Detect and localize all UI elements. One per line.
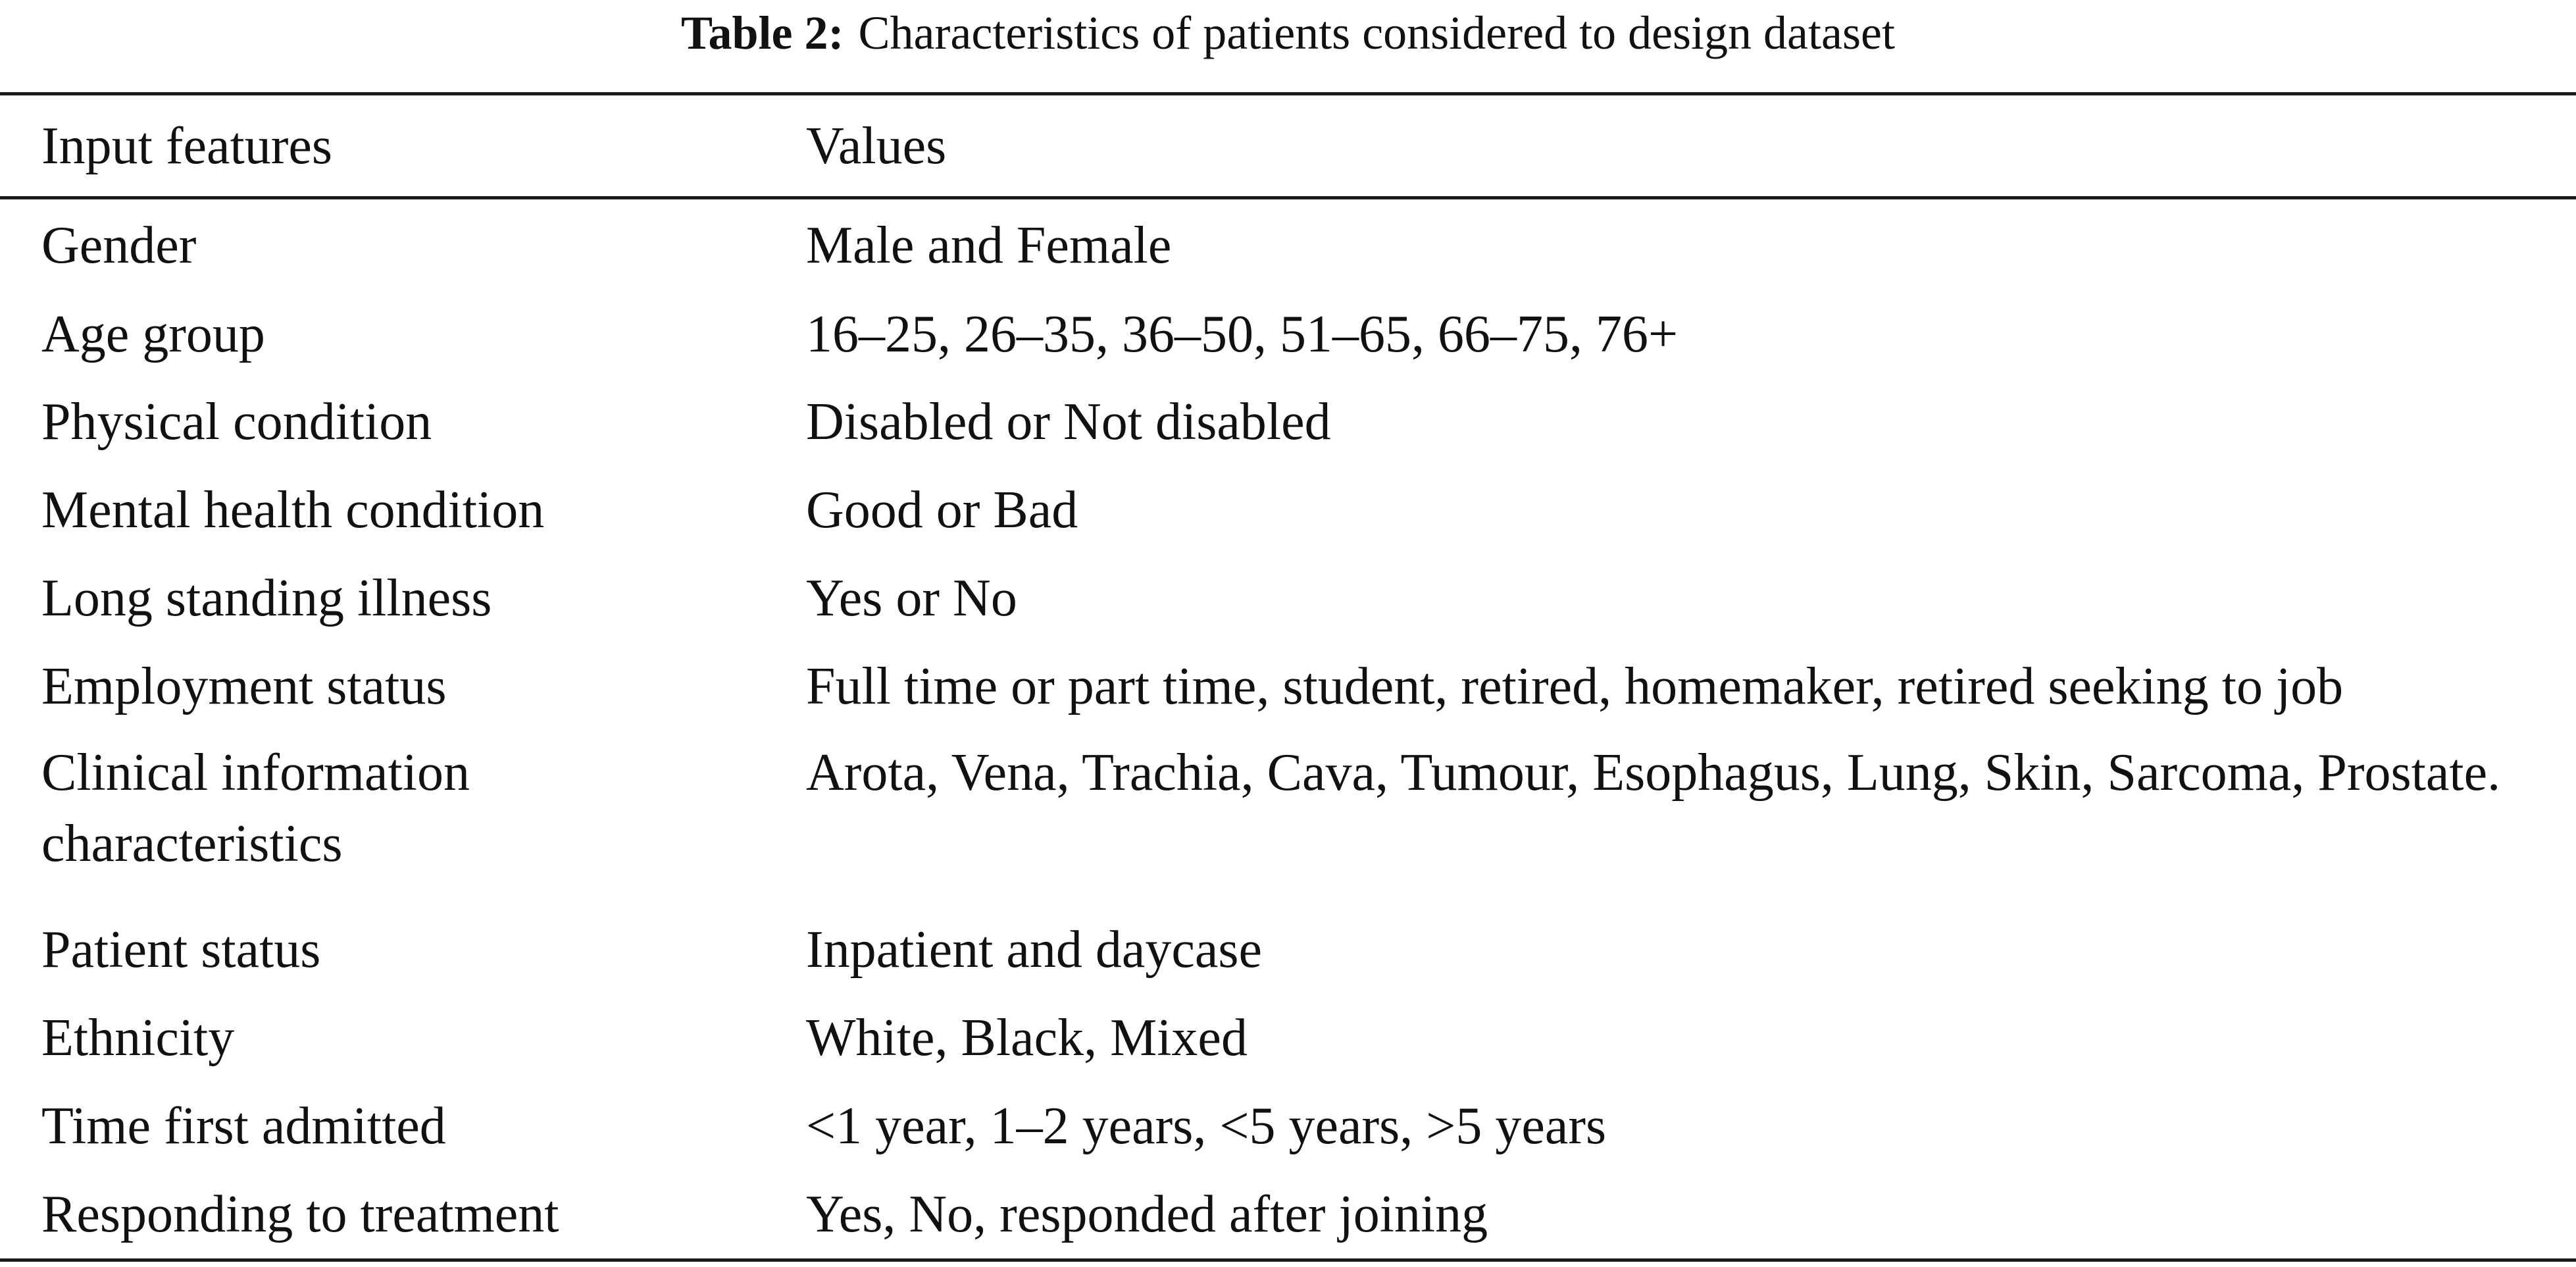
table-header-row: [0, 99, 2576, 194]
feature-cell: Clinical information characteristics: [41, 744, 470, 873]
value-cell: Good or Bad: [806, 481, 1078, 539]
table-bottom-rule: [0, 1258, 2576, 1262]
value-cell: 16–25, 26–35, 36–50, 51–65, 66–75, 76+: [806, 305, 1679, 363]
value-cell: <1 year, 1–2 years, <5 years, >5 years: [806, 1097, 1607, 1155]
value-cell: Inpatient and daycase: [806, 921, 1263, 979]
feature-cell: Age group: [41, 305, 265, 363]
table-caption: [0, 0, 2576, 72]
table-caption-text: Characteristics of patients considered to design dataset: [858, 7, 1895, 59]
table-top-rule: [0, 92, 2576, 95]
value-cell: Yes, No, responded after joining: [806, 1185, 1488, 1243]
feature-cell: Responding to treatment: [41, 1185, 559, 1243]
feature-cell: Gender: [41, 217, 197, 274]
value-cell: Male and Female: [806, 217, 1172, 274]
table-header-rule: [0, 196, 2576, 199]
header-values: Values: [806, 117, 947, 175]
feature-cell: Mental health condition: [41, 481, 545, 539]
feature-cell: Long standing illness: [41, 569, 492, 627]
feature-cell: Patient status: [41, 921, 321, 979]
feature-cell: Employment status: [41, 658, 447, 715]
value-cell: Yes or No: [806, 569, 1017, 627]
value-cell: White, Black, Mixed: [806, 1009, 1248, 1067]
table-caption-label: Table 2:: [681, 7, 844, 59]
feature-cell: Time first admitted: [41, 1097, 446, 1155]
value-cell: Arota, Vena, Trachia, Cava, Tumour, Esophagus, Lung, Skin, Sarcoma, Prostate.: [806, 744, 2501, 802]
value-cell: Full time or part time, student, retired, homemaker, retired seeking to job: [806, 658, 2344, 715]
table-body: [0, 209, 2576, 1256]
value-cell: Disabled or Not disabled: [806, 393, 1331, 451]
feature-cell: Physical condition: [41, 393, 432, 451]
header-input-features: Input features: [41, 117, 333, 175]
feature-cell: Ethnicity: [41, 1009, 235, 1067]
